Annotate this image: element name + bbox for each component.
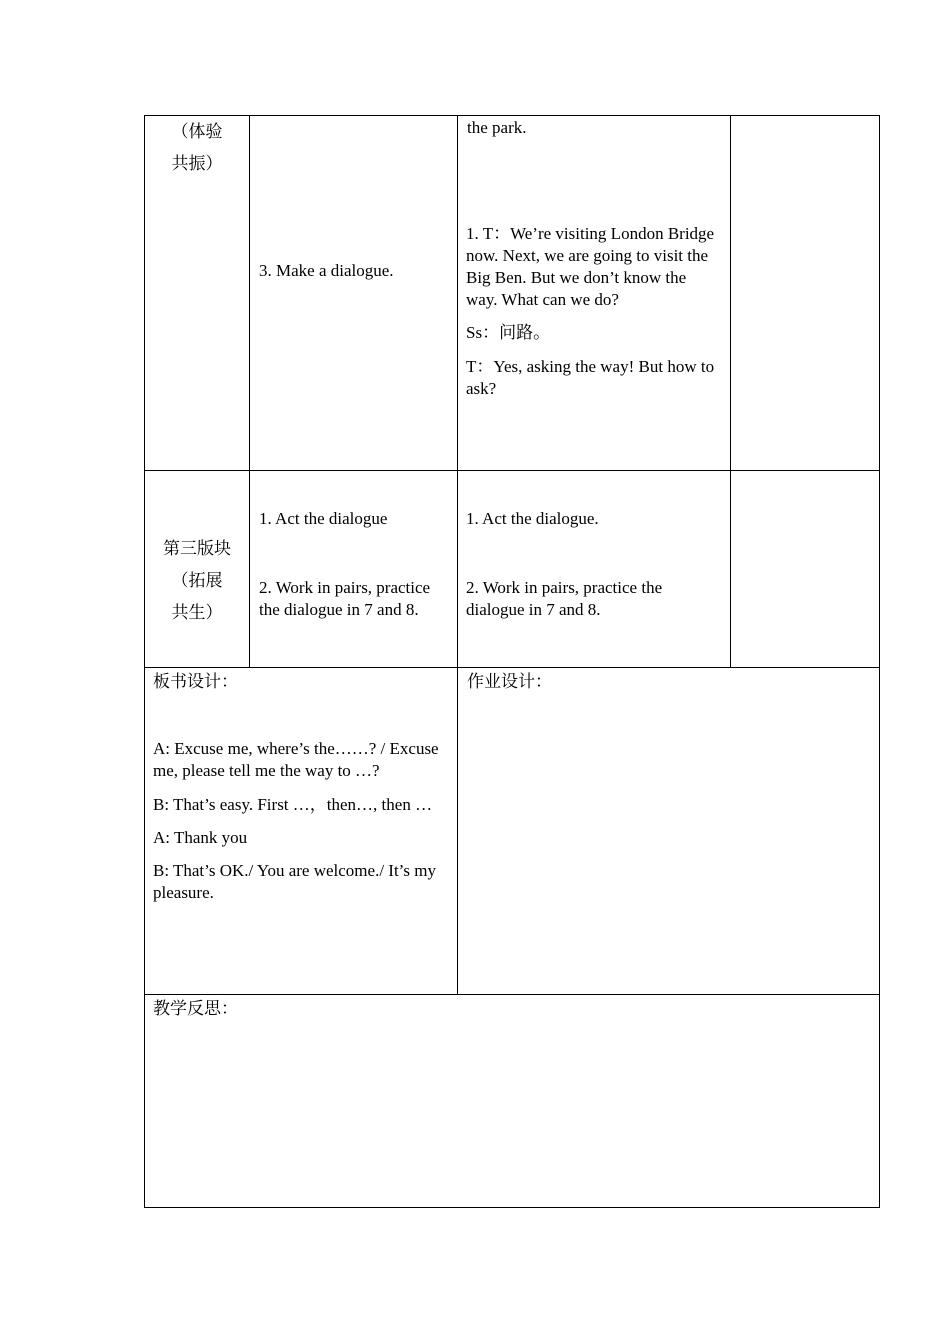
row2-content-2: 2. Work in pairs, practice the dialogue in 7 and 8. [466, 578, 663, 619]
row1-activity: 3. Make a dialogue. [259, 261, 394, 280]
column-divider-3 [730, 115, 731, 668]
table-border-bottom [144, 1207, 880, 1208]
row1-content [466, 223, 721, 400]
board-line-2: B: That’s easy. First …，then…, then … [153, 795, 433, 814]
row2-stage-line3: 共生） [171, 603, 223, 622]
board-line-4: B: That’s OK./ You are welcome./ It’s my pleasure. [153, 861, 436, 902]
row2-stage-line1: 第三版块 [163, 539, 231, 558]
row2-stage-label [148, 533, 246, 629]
homework-design-title: 作业设计： [467, 672, 552, 691]
board-line-1: A: Excuse me, where’s the……? / Excuse me, please tell me the way to …? [153, 739, 439, 780]
row2-stage-line2: （拓展 [171, 571, 223, 590]
board-design [153, 671, 449, 904]
row1-stage-label [148, 116, 246, 180]
row2-activity-2: 2. Work in pairs, practice the dialogue in 7 and 8. [259, 578, 431, 619]
row1-stage-line2: 共振） [171, 154, 223, 173]
column-divider-2 [457, 115, 458, 995]
column-divider-1 [249, 115, 250, 668]
row2-content-1: 1. Act the dialogue. [466, 509, 599, 528]
table-border-top [144, 115, 880, 116]
row2-activity-1: 1. Act the dialogue [259, 509, 388, 528]
row1-content-top: the park. [467, 118, 527, 137]
table-border-right [879, 115, 880, 1208]
row-divider-2 [144, 667, 880, 668]
row-divider-3 [144, 994, 880, 995]
table-border-left [144, 115, 145, 1208]
teaching-reflection-title: 教学反思： [153, 999, 238, 1018]
row1-stage-line1: （体验 [171, 122, 223, 141]
row1-content-p1: 1. T：We’re visiting London Bridge now. Next, we are going to visit the Big Ben. But we don’t know the way. What can we do? [466, 224, 715, 309]
board-line-3: A: Thank you [153, 828, 248, 847]
board-design-title: 板书设计： [153, 672, 238, 691]
row1-content-p2: Ss：问路。 [466, 323, 551, 342]
row-divider-1 [144, 470, 880, 471]
row1-content-p3: T：Yes, asking the way! But how to ask? [466, 357, 715, 398]
